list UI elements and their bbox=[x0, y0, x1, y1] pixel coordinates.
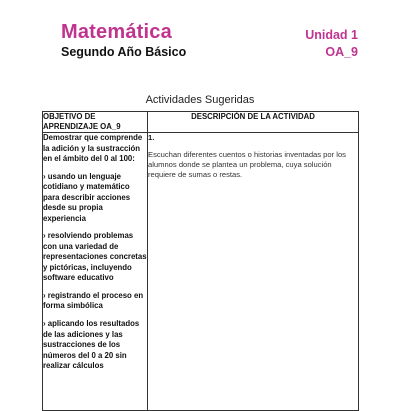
oa-label: OA_9 bbox=[325, 45, 358, 59]
objective-item: › registrando el proceso en forma simbólica bbox=[43, 290, 144, 311]
objective-item: › resolviendo problemas con una variedad de representaciones concretas y pictóricas, incluyendo software educativo bbox=[43, 231, 147, 283]
objective-intro: Demostrar que comprende la adición y la sustracción en el ámbito del 0 al 100: bbox=[43, 133, 143, 164]
table-row bbox=[43, 133, 359, 411]
objective-header: OBJETIVO DE APRENDIZAJE OA_9 bbox=[43, 112, 148, 133]
activity-table bbox=[42, 111, 359, 411]
unit-label: Unidad 1 bbox=[305, 28, 358, 42]
description-cell bbox=[148, 133, 359, 411]
objective-item: › usando un lenguaje cotidiano y matemático para describir acciones desde su propia experiencia bbox=[43, 171, 131, 223]
objective-item: › aplicando los resultados de las adiciones y las sustracciones de los números del 0 a 20 sin realizar cálculos bbox=[43, 318, 140, 371]
page-subtitle: Segundo Año Básico bbox=[61, 45, 187, 59]
page-title: Matemática bbox=[61, 21, 172, 43]
section-title: Actividades Sugeridas bbox=[145, 94, 255, 106]
activity-number: 1. bbox=[148, 133, 155, 143]
objectives-cell bbox=[43, 133, 148, 411]
activity-text: Escuchan diferentes cuentos o historias inventadas por los alumnos donde se plantea un problema, cuya solución requiere de sumas o restas. bbox=[148, 149, 346, 179]
description-header: DESCRIPCIÓN DE LA ACTIVIDAD bbox=[148, 112, 359, 133]
table-header-row bbox=[43, 112, 359, 133]
